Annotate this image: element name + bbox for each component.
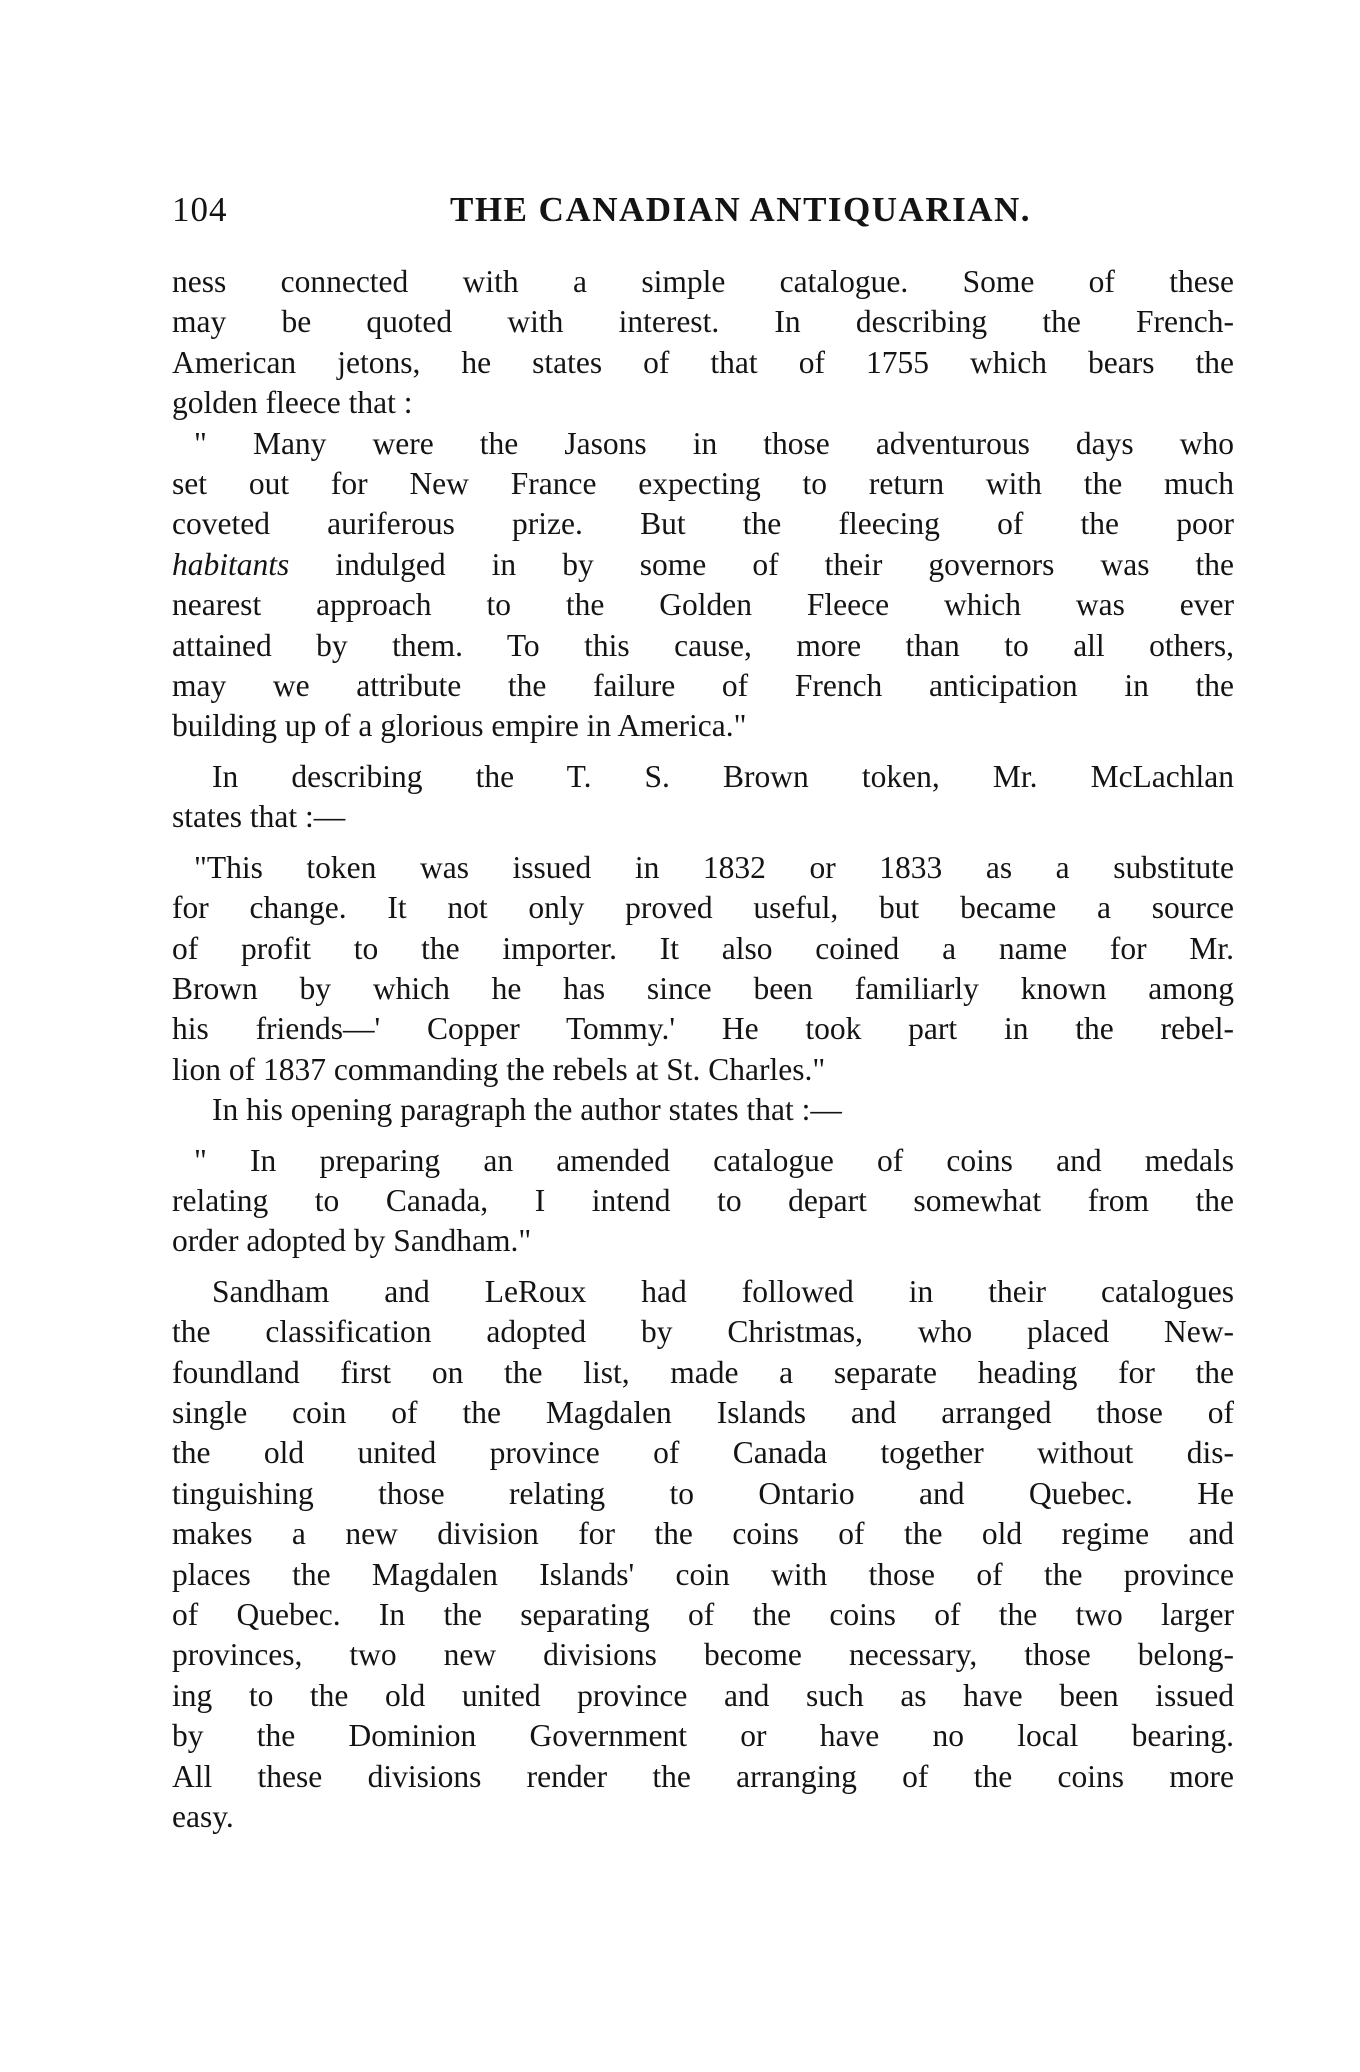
text-fragment: indulged in by some of their governors was the <box>335 546 1235 582</box>
text-line: may be quoted with interest. In describing the French- <box>172 304 1234 340</box>
text-line: tinguishing those relating to Ontario and Quebec. He <box>172 1475 1234 1511</box>
text-line: provinces, two new divisions become necessary, those belong- <box>172 1637 1234 1673</box>
italic-word: habitants <box>172 546 290 582</box>
text-line: relating to Canada, I intend to depart somewhat from the <box>172 1182 1234 1218</box>
text-line: In describing the T. S. Brown token, Mr. McLachlan <box>212 758 1234 794</box>
text-line: coveted auriferous prize. But the fleecing of the poor <box>172 506 1234 542</box>
text-line-with-italic <box>172 545 1234 585</box>
text-line: foundland first on the list, made a separate heading for the <box>172 1354 1234 1390</box>
text-line: makes a new division for the coins of the old regime and <box>172 1516 1234 1552</box>
text-line: building up of a glorious empire in America." <box>172 708 747 744</box>
page-header <box>172 188 1232 232</box>
text-line: by the Dominion Government or have no local bearing. <box>172 1718 1234 1754</box>
text-line: for change. It not only proved useful, but became a source <box>172 890 1234 926</box>
text-line: attained by them. To this cause, more than to all others, <box>172 627 1234 663</box>
page-body <box>172 262 1234 1837</box>
page-number: 104 <box>172 190 228 229</box>
text-line: his friends—' Copper Tommy.' He took part in the rebel- <box>172 1011 1234 1047</box>
text-line: may we attribute the failure of French anticipation in the <box>172 668 1234 704</box>
quote-copper-tommy <box>172 848 1234 1090</box>
text-line: Brown by which he has since been familiarly known among <box>172 970 1234 1006</box>
text-line: single coin of the Magdalen Islands and arranged those of <box>172 1394 1234 1430</box>
text-line: the old united province of Canada together without dis- <box>172 1435 1234 1471</box>
text-line: order adopted by Sandham." <box>172 1223 532 1259</box>
text-line: In his opening paragraph the author states that :— <box>212 1092 842 1128</box>
paragraph-brown-token <box>172 757 1234 838</box>
text-line: the classification adopted by Christmas, who placed New- <box>172 1314 1234 1350</box>
text-line: states that :— <box>172 799 346 835</box>
text-line: All these divisions render the arranging of the coins more <box>172 1758 1234 1794</box>
text-line: places the Magdalen Islands' coin with those of the province <box>172 1556 1234 1592</box>
text-line: lion of 1837 commanding the rebels at St. Charles." <box>172 1051 826 1087</box>
text-line: " In preparing an amended catalogue of coins and medals <box>194 1142 1234 1178</box>
text-line: golden fleece that : <box>172 385 413 421</box>
text-line: "This token was issued in 1832 or 1833 as a substitute <box>194 849 1234 885</box>
text-line: ing to the old united province and such as have been issued <box>172 1677 1234 1713</box>
paragraph-opening <box>172 1090 1234 1130</box>
text-line: of Quebec. In the separating of the coins of the two larger <box>172 1597 1234 1632</box>
text-line: easy. <box>172 1799 234 1835</box>
quote-amended-catalogue <box>172 1141 1234 1262</box>
paragraph-intro <box>172 262 1234 424</box>
quote-golden-fleece <box>172 424 1234 747</box>
text-line: of profit to the importer. It also coined a name for Mr. <box>172 930 1234 966</box>
text-line: " Many were the Jasons in those adventurous days who <box>194 425 1234 461</box>
text-line: set out for New France expecting to return with the much <box>172 466 1234 502</box>
running-title: THE CANADIAN ANTIQUARIAN. <box>450 190 1032 229</box>
text-line: nearest approach to the Golden Fleece which was ever <box>172 587 1234 623</box>
text-line: ness connected with a simple catalogue. Some of these <box>172 264 1234 299</box>
text-line: American jetons, he states of that of 1755 which bears the <box>172 344 1234 380</box>
paragraph-classification <box>172 1272 1234 1838</box>
text-line: Sandham and LeRoux had followed in their catalogues <box>212 1273 1234 1309</box>
